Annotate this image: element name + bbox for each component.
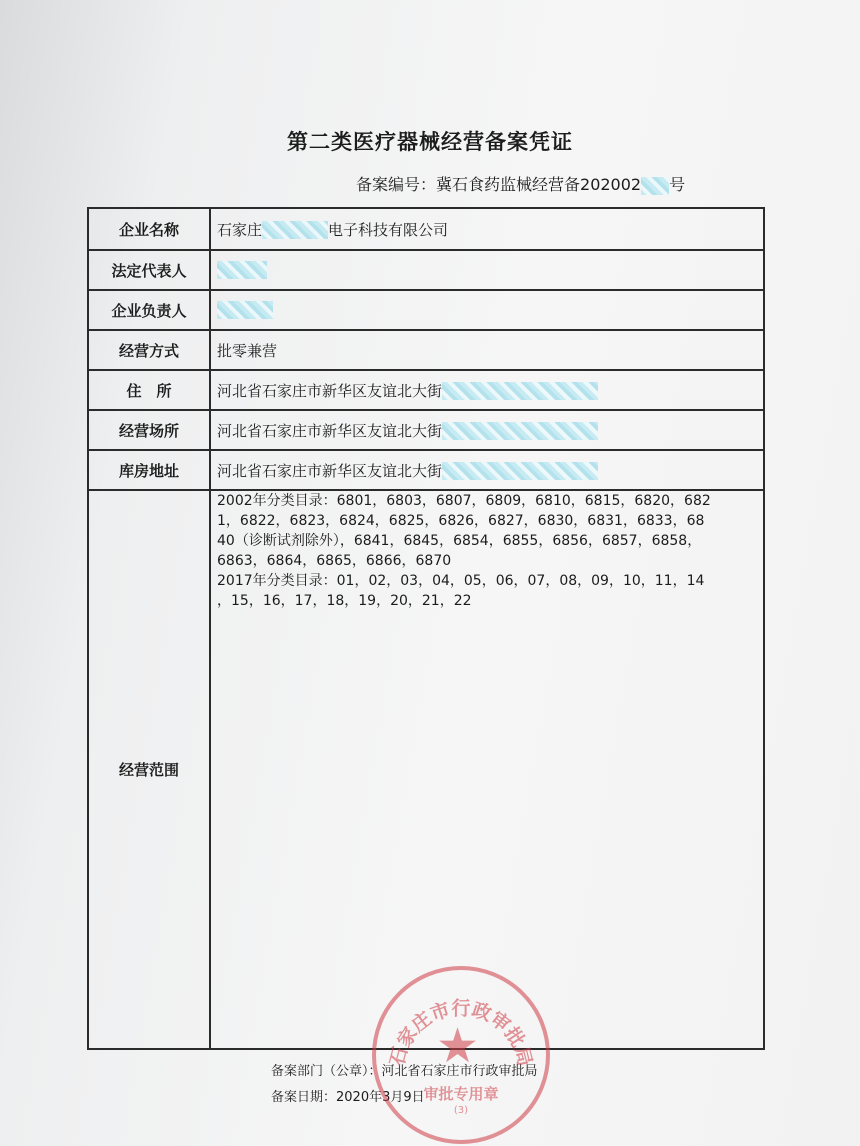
scope-line: ，15，16，17，18，19，20，21，22 bbox=[217, 593, 472, 609]
residence-value bbox=[210, 370, 764, 410]
business-premises-label: 经营场所 bbox=[88, 410, 210, 450]
warehouse-address-label: 库房地址 bbox=[88, 450, 210, 490]
table-row bbox=[88, 250, 764, 290]
table-row bbox=[88, 410, 764, 450]
redacted-block bbox=[217, 261, 267, 279]
legal-rep-value bbox=[210, 250, 764, 290]
residence-label: 住 所 bbox=[88, 370, 210, 410]
warehouse-address-text: 河北省石家庄市新华区友谊北大街 bbox=[217, 461, 443, 480]
warehouse-address-value bbox=[210, 450, 764, 490]
business-premises-value bbox=[210, 410, 764, 450]
scope-line: 2017年分类目录：01，02，03，04，05，06，07，08，09，10，11，14 bbox=[217, 573, 705, 589]
table-row bbox=[88, 330, 764, 370]
seal-top-text: 石家庄市行政审批局 bbox=[386, 997, 536, 1069]
business-mode-label: 经营方式 bbox=[88, 330, 210, 370]
document-title: 第二类医疗器械经营备案凭证 bbox=[287, 130, 573, 154]
business-scope-label: 经营范围 bbox=[88, 490, 210, 1049]
registration-label: 备案编号： bbox=[356, 175, 437, 194]
redacted-block bbox=[442, 462, 598, 480]
person-in-charge-label: 企业负责人 bbox=[88, 290, 210, 330]
company-name-label: 企业名称 bbox=[88, 208, 210, 250]
redacted-block bbox=[262, 221, 328, 239]
date-value: 2020年3月9日 bbox=[336, 1090, 425, 1105]
registration-suffix: 号 bbox=[669, 175, 686, 194]
company-name-suffix: 电子科技有限公司 bbox=[328, 220, 449, 239]
business-premises-text: 河北省石家庄市新华区友谊北大街 bbox=[217, 421, 443, 440]
table-row bbox=[88, 290, 764, 330]
department-value: 河北省石家庄市行政审批局 bbox=[381, 1064, 538, 1079]
scope-line: 2002年分类目录：6801，6803，6807，6809，6810，6815，6820，682 bbox=[217, 493, 711, 509]
table-row bbox=[88, 208, 764, 250]
registration-number bbox=[356, 172, 685, 195]
scope-line: 40（诊断试剂除外），6841，6845，6854，6855，6856，6857，6858， bbox=[217, 533, 702, 549]
scope-line: 6863，6864，6865，6866，6870 bbox=[217, 553, 452, 569]
certificate-table bbox=[87, 207, 765, 1050]
redacted-block bbox=[217, 301, 273, 319]
person-in-charge-value bbox=[210, 290, 764, 330]
registration-prefix: 冀石食药监械经营备202002 bbox=[436, 175, 642, 194]
redacted-block bbox=[641, 177, 669, 195]
seal-bottom-text: 审批专用章 bbox=[423, 1085, 499, 1103]
seal-number: (3) bbox=[453, 1105, 469, 1116]
filing-department bbox=[271, 1060, 538, 1079]
star-icon: ★ bbox=[436, 1018, 480, 1074]
company-name-value bbox=[210, 208, 764, 250]
table-row bbox=[88, 450, 764, 490]
company-name-prefix: 石家庄 bbox=[217, 220, 263, 239]
date-label: 备案日期： bbox=[271, 1090, 337, 1105]
residence-text: 河北省石家庄市新华区友谊北大街 bbox=[217, 381, 443, 400]
redacted-block bbox=[442, 382, 598, 400]
filing-date bbox=[271, 1086, 425, 1105]
table-row bbox=[88, 370, 764, 410]
legal-rep-label: 法定代表人 bbox=[88, 250, 210, 290]
scope-line: 1，6822，6823，6824，6825，6826，6827，6830，6831，6833，68 bbox=[217, 513, 705, 529]
table-row bbox=[88, 490, 764, 1049]
department-label: 备案部门（公章）： bbox=[271, 1064, 382, 1079]
redacted-block bbox=[442, 422, 598, 440]
business-scope-value bbox=[210, 490, 764, 1049]
business-mode-value: 批零兼营 bbox=[210, 330, 764, 370]
